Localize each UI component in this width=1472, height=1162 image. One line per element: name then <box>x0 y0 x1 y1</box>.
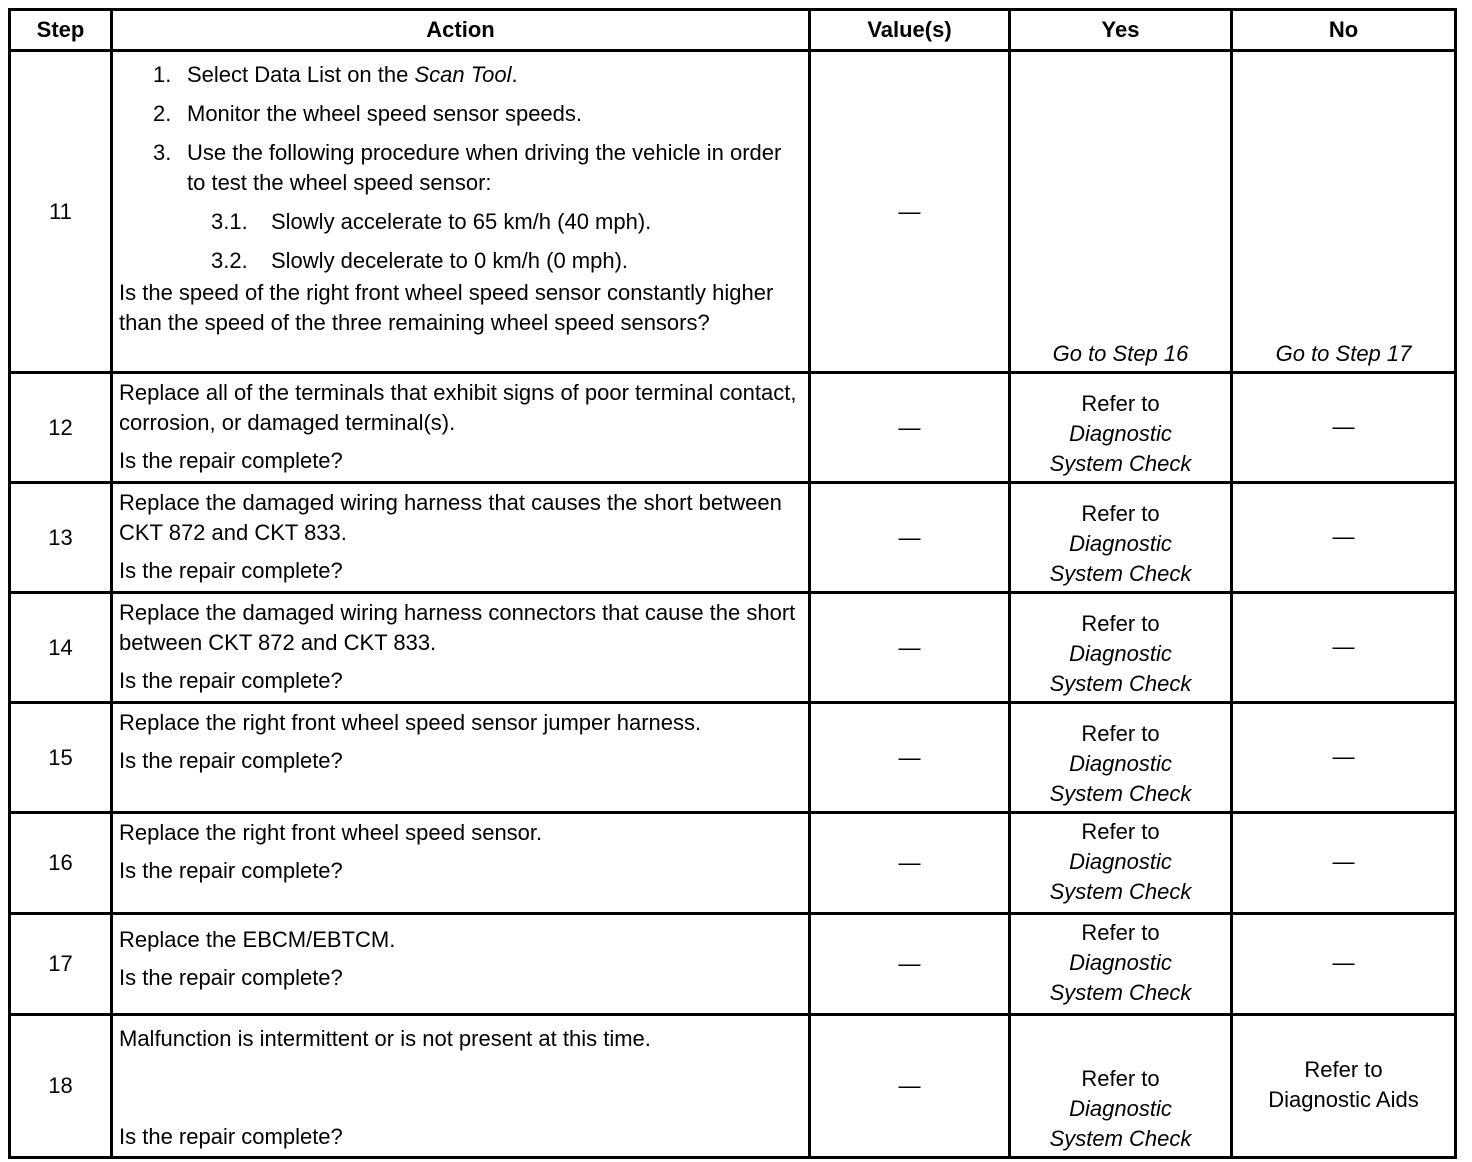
step-number: 16 <box>10 813 112 914</box>
step-number: 15 <box>10 703 112 813</box>
action-cell <box>112 51 810 373</box>
step-number: 18 <box>10 1015 112 1158</box>
action-question: Is the repair complete? <box>119 858 343 883</box>
header-no: No <box>1232 10 1456 51</box>
value-cell: — <box>810 703 1010 813</box>
header-yes: Yes <box>1010 10 1232 51</box>
action-item: 2. Monitor the wheel speed sensor speeds. <box>153 101 583 126</box>
action-cell <box>112 813 810 914</box>
yes-cell: Refer to Diagnostic System Check <box>1010 373 1232 483</box>
action-question: Is the repair complete? <box>119 1124 343 1149</box>
table-row <box>10 51 1456 373</box>
action-text: Replace the right front wheel speed sensor. <box>119 820 543 845</box>
scan-tool-term: Scan Tool <box>414 62 512 87</box>
no-cell: — <box>1232 593 1456 703</box>
action-item: 1. Select Data List on the Scan Tool. <box>153 62 518 87</box>
no-cell: — <box>1232 813 1456 914</box>
yes-cell: Go to Step 16 <box>1010 51 1232 373</box>
step-number: 13 <box>10 483 112 593</box>
action-subitem: 3.2. Slowly decelerate to 0 km/h (0 mph). <box>211 248 629 273</box>
action-cell <box>112 373 810 483</box>
diagnostic-table <box>8 8 1457 1159</box>
table-row <box>10 373 1456 483</box>
action-cell <box>112 483 810 593</box>
no-cell: — <box>1232 914 1456 1015</box>
no-cell: — <box>1232 703 1456 813</box>
value-cell: — <box>810 813 1010 914</box>
step-number: 17 <box>10 914 112 1015</box>
yes-cell: Refer to Diagnostic System Check <box>1010 703 1232 813</box>
action-question: Is the repair complete? <box>119 448 343 473</box>
table-row <box>10 914 1456 1015</box>
action-question: Is the repair complete? <box>119 668 343 693</box>
header-step: Step <box>10 10 112 51</box>
step-number: 12 <box>10 373 112 483</box>
action-text: Replace all of the terminals that exhibit signs of poor terminal contact, corrosion, or damaged terminal(s). <box>119 380 797 435</box>
value-cell: — <box>810 483 1010 593</box>
no-cell: — <box>1232 373 1456 483</box>
yes-cell: Refer to Diagnostic System Check <box>1010 593 1232 703</box>
value-cell: — <box>810 914 1010 1015</box>
value-cell: — <box>810 51 1010 373</box>
yes-cell: Refer to Diagnostic System Check <box>1010 483 1232 593</box>
yes-cell: Refer to Diagnostic System Check <box>1010 914 1232 1015</box>
action-item: 3. Use the following procedure when driving the vehicle in order to test the wheel speed sensor: <box>153 140 782 195</box>
step-number: 14 <box>10 593 112 703</box>
table-row <box>10 593 1456 703</box>
step-number: 11 <box>10 51 112 373</box>
header-row <box>10 10 1456 51</box>
action-text: Replace the damaged wiring harness connectors that cause the short between CKT 872 and CKT 833. <box>119 600 796 655</box>
value-cell: — <box>810 593 1010 703</box>
action-text: Replace the damaged wiring harness that causes the short between CKT 872 and CKT 833. <box>119 490 782 545</box>
action-question: Is the repair complete? <box>119 748 343 773</box>
table-row <box>10 703 1456 813</box>
action-cell <box>112 1015 810 1158</box>
action-cell <box>112 703 810 813</box>
action-text: Replace the right front wheel speed sensor jumper harness. <box>119 710 702 735</box>
value-cell: — <box>810 373 1010 483</box>
action-cell <box>112 914 810 1015</box>
value-cell: — <box>810 1015 1010 1158</box>
header-action: Action <box>112 10 810 51</box>
action-text: Replace the EBCM/EBTCM. <box>119 927 396 952</box>
yes-cell: Refer to Diagnostic System Check <box>1010 813 1232 914</box>
action-question: Is the repair complete? <box>119 558 343 583</box>
yes-cell: Refer to Diagnostic System Check <box>1010 1015 1232 1158</box>
action-cell <box>112 593 810 703</box>
table-row <box>10 483 1456 593</box>
no-cell: Go to Step 17 <box>1232 51 1456 373</box>
no-cell: — <box>1232 483 1456 593</box>
table-row <box>10 813 1456 914</box>
action-text: Malfunction is intermittent or is not present at this time. <box>119 1026 651 1051</box>
header-values: Value(s) <box>810 10 1010 51</box>
action-subitem: 3.1. Slowly accelerate to 65 km/h (40 mph). <box>211 209 652 234</box>
no-cell: Refer to Diagnostic Aids <box>1232 1015 1456 1158</box>
action-question: Is the speed of the right front wheel speed sensor constantly higher than the speed of the three remaining wheel speed sensors? <box>119 280 774 335</box>
action-question: Is the repair complete? <box>119 965 343 990</box>
table-row <box>10 1015 1456 1158</box>
